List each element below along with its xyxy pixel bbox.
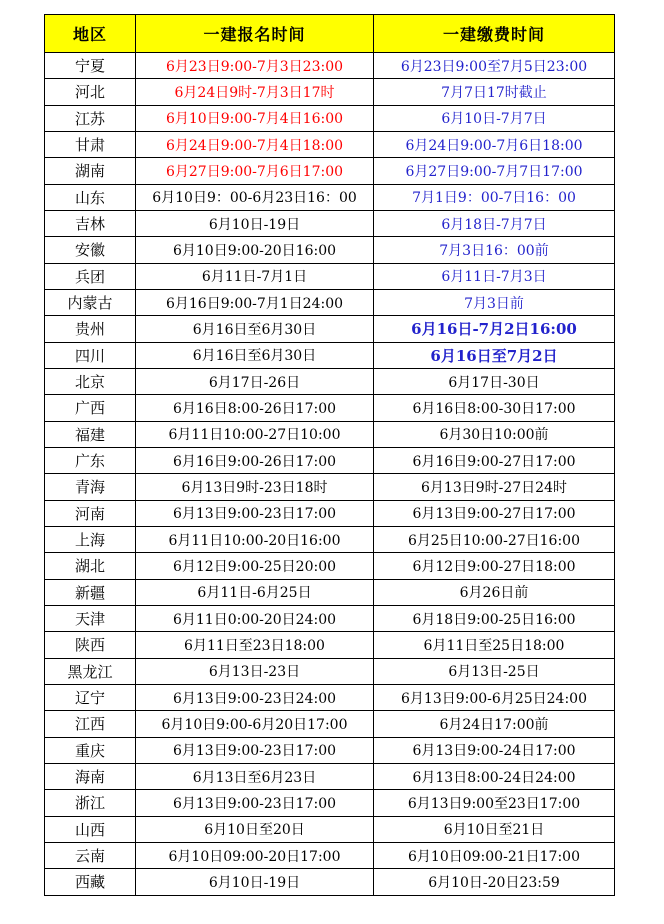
payment-time-cell: 6月10日-7月7日 bbox=[374, 105, 615, 131]
payment-time-cell: 6月13日9:00-24日17:00 bbox=[374, 737, 615, 763]
table-row bbox=[45, 210, 615, 236]
registration-time-cell: 6月13日9:00-23日17:00 bbox=[136, 500, 374, 526]
region-cell: 陕西 bbox=[45, 632, 136, 658]
payment-time-cell: 6月17日-30日 bbox=[374, 368, 615, 394]
payment-time-cell: 6月18日9:00-25日16:00 bbox=[374, 605, 615, 631]
payment-time-cell: 6月24日17:00前 bbox=[374, 711, 615, 737]
payment-time-cell: 6月30日10:00前 bbox=[374, 421, 615, 447]
registration-time-cell: 6月10日9：00-6月23日16：00 bbox=[136, 184, 374, 210]
payment-time-cell: 6月13日9:00-27日17:00 bbox=[374, 500, 615, 526]
payment-time-cell: 6月12日9:00-27日18:00 bbox=[374, 553, 615, 579]
region-cell: 安徽 bbox=[45, 237, 136, 263]
payment-time-cell: 6月13日9时-27日24时 bbox=[374, 474, 615, 500]
table-row bbox=[45, 711, 615, 737]
region-cell: 湖北 bbox=[45, 553, 136, 579]
payment-time-cell: 6月16日8:00-30日17:00 bbox=[374, 395, 615, 421]
region-cell: 江西 bbox=[45, 711, 136, 737]
table-row bbox=[45, 342, 615, 368]
region-cell: 天津 bbox=[45, 605, 136, 631]
table-row bbox=[45, 579, 615, 605]
table-row bbox=[45, 474, 615, 500]
registration-time-cell: 6月13日9:00-23日17:00 bbox=[136, 790, 374, 816]
registration-time-cell: 6月10日9:00-6月20日17:00 bbox=[136, 711, 374, 737]
table-row bbox=[45, 237, 615, 263]
table-row bbox=[45, 500, 615, 526]
region-cell: 浙江 bbox=[45, 790, 136, 816]
exam-schedule-table bbox=[44, 14, 615, 896]
table-row bbox=[45, 79, 615, 105]
region-cell: 海南 bbox=[45, 763, 136, 789]
region-cell: 重庆 bbox=[45, 737, 136, 763]
table-row bbox=[45, 158, 615, 184]
region-cell: 湖南 bbox=[45, 158, 136, 184]
registration-time-cell: 6月16日9:00-7月1日24:00 bbox=[136, 289, 374, 315]
registration-time-cell: 6月27日9:00-7月6日17:00 bbox=[136, 158, 374, 184]
table-row bbox=[45, 526, 615, 552]
payment-time-cell: 6月26日前 bbox=[374, 579, 615, 605]
registration-time-cell: 6月13日9:00-23日24:00 bbox=[136, 684, 374, 710]
table-row bbox=[45, 737, 615, 763]
payment-time-cell: 6月16日9:00-27日17:00 bbox=[374, 447, 615, 473]
registration-time-cell: 6月10日-19日 bbox=[136, 210, 374, 236]
region-cell: 贵州 bbox=[45, 316, 136, 342]
region-cell: 新疆 bbox=[45, 579, 136, 605]
payment-time-cell: 6月18日-7月7日 bbox=[374, 210, 615, 236]
table-row bbox=[45, 184, 615, 210]
table-row bbox=[45, 289, 615, 315]
header-payment-time: 一建缴费时间 bbox=[374, 15, 615, 53]
registration-time-cell: 6月13日至6月23日 bbox=[136, 763, 374, 789]
payment-time-cell: 6月24日9:00-7月6日18:00 bbox=[374, 131, 615, 157]
registration-time-cell: 6月11日-7月1日 bbox=[136, 263, 374, 289]
registration-time-cell: 6月12日9:00-25日20:00 bbox=[136, 553, 374, 579]
payment-time-cell: 6月10日09:00-21日17:00 bbox=[374, 842, 615, 868]
registration-time-cell: 6月13日9:00-23日17:00 bbox=[136, 737, 374, 763]
region-cell: 山西 bbox=[45, 816, 136, 842]
registration-time-cell: 6月13日-23日 bbox=[136, 658, 374, 684]
region-cell: 山东 bbox=[45, 184, 136, 210]
payment-time-cell: 7月1日9：00-7日16：00 bbox=[374, 184, 615, 210]
payment-time-cell: 6月11日-7月3日 bbox=[374, 263, 615, 289]
table-row bbox=[45, 421, 615, 447]
table-row bbox=[45, 684, 615, 710]
header-region: 地区 bbox=[45, 15, 136, 53]
table-row bbox=[45, 658, 615, 684]
table-row bbox=[45, 368, 615, 394]
table-row bbox=[45, 632, 615, 658]
registration-time-cell: 6月23日9:00-7月3日23:00 bbox=[136, 53, 374, 79]
table-row bbox=[45, 553, 615, 579]
registration-time-cell: 6月10日至20日 bbox=[136, 816, 374, 842]
table-row bbox=[45, 842, 615, 868]
registration-time-cell: 6月10日-19日 bbox=[136, 869, 374, 895]
registration-time-cell: 6月16日8:00-26日17:00 bbox=[136, 395, 374, 421]
table-row bbox=[45, 395, 615, 421]
payment-time-cell: 6月13日9:00-6月25日24:00 bbox=[374, 684, 615, 710]
region-cell: 广西 bbox=[45, 395, 136, 421]
region-cell: 青海 bbox=[45, 474, 136, 500]
region-cell: 上海 bbox=[45, 526, 136, 552]
payment-time-cell: 7月3日16：00前 bbox=[374, 237, 615, 263]
region-cell: 四川 bbox=[45, 342, 136, 368]
table-row bbox=[45, 131, 615, 157]
registration-time-cell: 6月24日9时-7月3日17时 bbox=[136, 79, 374, 105]
registration-time-cell: 6月16日9:00-26日17:00 bbox=[136, 447, 374, 473]
region-cell: 宁夏 bbox=[45, 53, 136, 79]
registration-time-cell: 6月10日9:00-7月4日16:00 bbox=[136, 105, 374, 131]
table-row bbox=[45, 316, 615, 342]
region-cell: 甘肃 bbox=[45, 131, 136, 157]
registration-time-cell: 6月16日至6月30日 bbox=[136, 342, 374, 368]
registration-time-cell: 6月10日09:00-20日17:00 bbox=[136, 842, 374, 868]
table-row bbox=[45, 53, 615, 79]
registration-time-cell: 6月17日-26日 bbox=[136, 368, 374, 394]
region-cell: 福建 bbox=[45, 421, 136, 447]
registration-time-cell: 6月11日至23日18:00 bbox=[136, 632, 374, 658]
payment-time-cell: 6月16日-7月2日16:00 bbox=[374, 316, 615, 342]
table-row bbox=[45, 263, 615, 289]
region-cell: 广东 bbox=[45, 447, 136, 473]
region-cell: 黑龙江 bbox=[45, 658, 136, 684]
region-cell: 云南 bbox=[45, 842, 136, 868]
payment-time-cell: 6月23日9:00至7月5日23:00 bbox=[374, 53, 615, 79]
payment-time-cell: 6月10日至21日 bbox=[374, 816, 615, 842]
payment-time-cell: 6月11日至25日18:00 bbox=[374, 632, 615, 658]
registration-time-cell: 6月11日-6月25日 bbox=[136, 579, 374, 605]
table-row bbox=[45, 816, 615, 842]
header-row bbox=[45, 15, 615, 53]
table-row bbox=[45, 790, 615, 816]
region-cell: 北京 bbox=[45, 368, 136, 394]
region-cell: 河南 bbox=[45, 500, 136, 526]
region-cell: 辽宁 bbox=[45, 684, 136, 710]
registration-time-cell: 6月11日10:00-20日16:00 bbox=[136, 526, 374, 552]
table-row bbox=[45, 869, 615, 895]
region-cell: 吉林 bbox=[45, 210, 136, 236]
payment-time-cell: 7月7日17时截止 bbox=[374, 79, 615, 105]
region-cell: 兵团 bbox=[45, 263, 136, 289]
registration-time-cell: 6月11日10:00-27日10:00 bbox=[136, 421, 374, 447]
payment-time-cell: 6月10日-20日23:59 bbox=[374, 869, 615, 895]
payment-time-cell: 6月25日10:00-27日16:00 bbox=[374, 526, 615, 552]
registration-time-cell: 6月11日0:00-20日24:00 bbox=[136, 605, 374, 631]
payment-time-cell: 6月16日至7月2日 bbox=[374, 342, 615, 368]
table-row bbox=[45, 763, 615, 789]
region-cell: 内蒙古 bbox=[45, 289, 136, 315]
region-cell: 江苏 bbox=[45, 105, 136, 131]
table-body bbox=[45, 53, 615, 896]
table-row bbox=[45, 447, 615, 473]
registration-time-cell: 6月16日至6月30日 bbox=[136, 316, 374, 342]
header-registration-time: 一建报名时间 bbox=[136, 15, 374, 53]
table-row bbox=[45, 605, 615, 631]
registration-time-cell: 6月24日9:00-7月4日18:00 bbox=[136, 131, 374, 157]
payment-time-cell: 7月3日前 bbox=[374, 289, 615, 315]
payment-time-cell: 6月27日9:00-7月7日17:00 bbox=[374, 158, 615, 184]
payment-time-cell: 6月13日8:00-24日24:00 bbox=[374, 763, 615, 789]
region-cell: 河北 bbox=[45, 79, 136, 105]
payment-time-cell: 6月13日-25日 bbox=[374, 658, 615, 684]
table-row bbox=[45, 105, 615, 131]
registration-time-cell: 6月13日9时-23日18时 bbox=[136, 474, 374, 500]
region-cell: 西藏 bbox=[45, 869, 136, 895]
payment-time-cell: 6月13日9:00至23日17:00 bbox=[374, 790, 615, 816]
registration-time-cell: 6月10日9:00-20日16:00 bbox=[136, 237, 374, 263]
